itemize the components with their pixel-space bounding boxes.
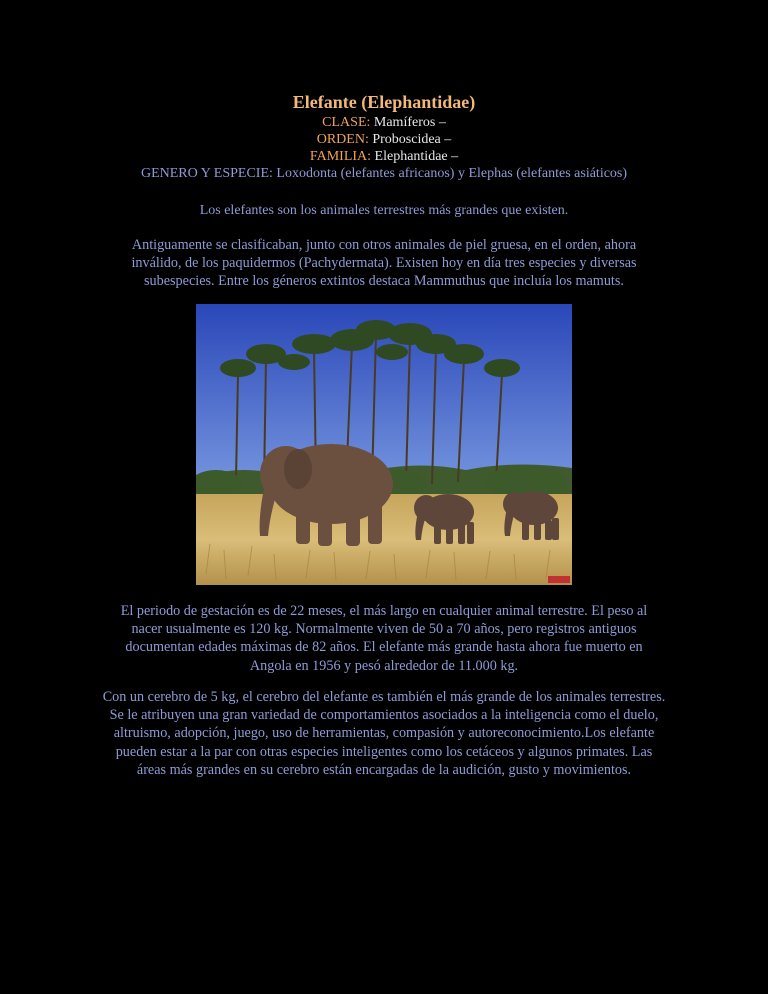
orden-line: [0, 131, 768, 149]
intro-text: Los elefantes son los animales terrestres más grandes que existen.: [199, 203, 569, 218]
genero-especie-line: GENERO Y ESPECIE: Loxodonta (elefantes africanos) y Elephas (elefantes asiáticos): [140, 166, 628, 181]
elephant-photo: [196, 304, 572, 585]
familia-label: FAMILIA:: [309, 149, 372, 164]
paragraph-brain: Con un cerebro de 5 kg, el cerebro del elefante es también el más grande de los animales terrestres. Se le atribuyen una gran variedad de comportamientos asociados a la inteligencia como el duelo, altruismo, adopción, juego, uso de herramientas, compasión y autoreconocimiento.Los elefante pueden estar a la par con otras especies inteligentes como los cetáceos y algunos primates. Las áreas más grandes en su cerebro están encargadas de la audición, gusto y movimientos.: [102, 689, 666, 778]
orden-value: Proboscidea –: [372, 132, 452, 147]
familia-value: Elephantidae –: [374, 149, 459, 164]
page-title: Elefante (Elephantidae): [292, 92, 476, 112]
clase-value: Mamíferos –: [373, 115, 446, 130]
paragraph-classification: Antiguamente se clasificaban, junto con otros animales de piel gruesa, en el orden, ahora inválido, de los paquidermos (Pachydermata). Existen hoy en día tres especies y diversas subespecies. Entre los géneros extintos destaca Mammuthus que incluía los mamuts.: [131, 237, 637, 290]
orden-label: ORDEN:: [316, 132, 369, 147]
familia-line: [0, 148, 768, 166]
clase-line: [0, 114, 768, 132]
paragraph-gestation: El periodo de gestación es de 22 meses, el más largo en cualquier animal terrestre. El peso al nacer usualmente es 120 kg. Normalmente viven de 50 a 70 años, pero registros antiguos documentan edades máximas de 82 años. El elefante más grande hasta ahora fue muerto en Angola en 1956 y pesó alrededor de 11.000 kg.: [120, 603, 648, 674]
clase-label: CLASE:: [322, 115, 371, 130]
